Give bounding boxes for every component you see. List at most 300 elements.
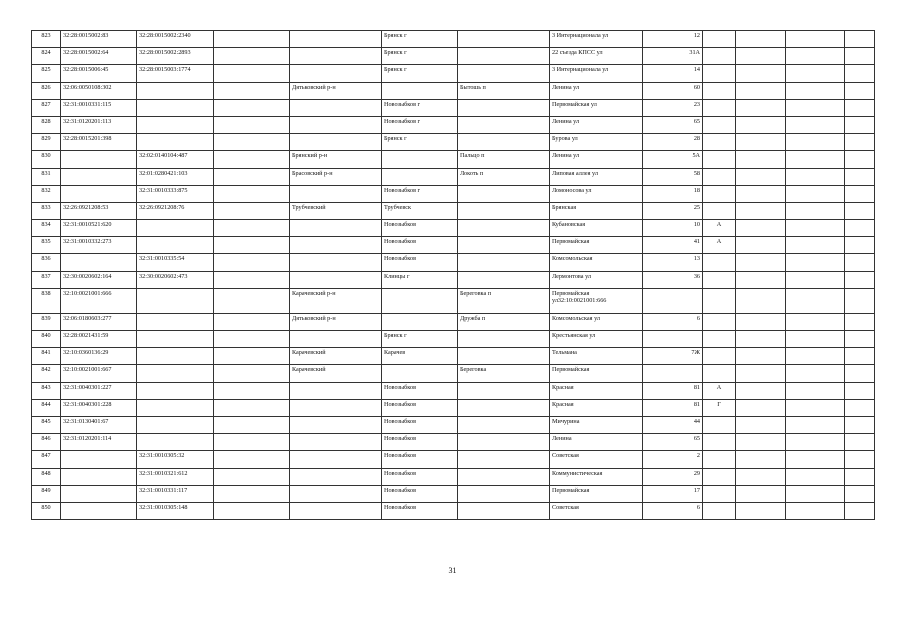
empty-cell [786, 116, 845, 133]
letter-cell [703, 116, 736, 133]
cadastral-number-cell: 32:10:0360136:29 [61, 348, 137, 365]
table-row [32, 434, 875, 451]
street-cell: Коммунистическая [550, 468, 643, 485]
cadastral-number-cell: 32:31:0120201:114 [61, 434, 137, 451]
empty-cell [786, 382, 845, 399]
row-number-cell: 844 [32, 399, 61, 416]
empty-cell [786, 151, 845, 168]
empty-cell [736, 31, 786, 48]
row-number-cell: 840 [32, 331, 61, 348]
empty-cell [214, 331, 290, 348]
empty-cell [736, 416, 786, 433]
empty-cell [845, 468, 875, 485]
cadastral-number-cell [61, 168, 137, 185]
empty-cell [214, 116, 290, 133]
empty-cell [736, 382, 786, 399]
cadastral-number-2-cell [137, 99, 214, 116]
city-cell: Клинцы г [382, 271, 458, 288]
cadastral-number-2-cell [137, 399, 214, 416]
district-cell [290, 468, 382, 485]
city-cell: Брянск г [382, 65, 458, 82]
cadastral-number-2-cell [137, 220, 214, 237]
empty-cell [845, 220, 875, 237]
settlement-cell [458, 48, 550, 65]
street-cell: Тельмана [550, 348, 643, 365]
district-cell: Карачевский р-н [290, 288, 382, 313]
empty-cell [845, 202, 875, 219]
empty-cell [736, 485, 786, 502]
settlement-cell [458, 331, 550, 348]
letter-cell [703, 485, 736, 502]
letter-cell [703, 271, 736, 288]
empty-cell [736, 348, 786, 365]
empty-cell [736, 237, 786, 254]
table-row [32, 331, 875, 348]
cadastral-number-cell [61, 185, 137, 202]
empty-cell [786, 331, 845, 348]
table-row [32, 134, 875, 151]
city-cell: Новозыбков [382, 468, 458, 485]
letter-cell [703, 348, 736, 365]
empty-cell [214, 416, 290, 433]
empty-cell [786, 348, 845, 365]
city-cell: Новозыбков г [382, 116, 458, 133]
settlement-cell [458, 99, 550, 116]
cadastral-number-2-cell [137, 348, 214, 365]
letter-cell [703, 168, 736, 185]
cadastral-number-2-cell [137, 288, 214, 313]
cadastral-number-cell [61, 502, 137, 519]
house-number-cell: 5А [643, 151, 703, 168]
street-cell: Красная [550, 399, 643, 416]
house-number-cell: 36 [643, 271, 703, 288]
settlement-cell [458, 134, 550, 151]
cadastral-number-2-cell: 32:28:0015002:2893 [137, 48, 214, 65]
house-number-cell: 29 [643, 468, 703, 485]
cadastral-number-2-cell: 32:31:0010331:117 [137, 485, 214, 502]
table-row [32, 237, 875, 254]
row-number-cell: 845 [32, 416, 61, 433]
empty-cell [786, 416, 845, 433]
table-row [32, 31, 875, 48]
empty-cell [214, 48, 290, 65]
letter-cell [703, 31, 736, 48]
letter-cell [703, 313, 736, 330]
street-cell: Лермонтова ул [550, 271, 643, 288]
cadastral-number-2-cell [137, 237, 214, 254]
street-cell: Мичурина [550, 416, 643, 433]
empty-cell [214, 382, 290, 399]
row-number-cell: 832 [32, 185, 61, 202]
street-cell: Брянская [550, 202, 643, 219]
empty-cell [786, 313, 845, 330]
empty-cell [736, 271, 786, 288]
empty-cell [736, 185, 786, 202]
house-number-cell: 17 [643, 485, 703, 502]
settlement-cell [458, 468, 550, 485]
empty-cell [214, 399, 290, 416]
street-cell: Советская [550, 451, 643, 468]
settlement-cell [458, 185, 550, 202]
empty-cell [845, 271, 875, 288]
cadastral-number-cell: 32:28:0021431:59 [61, 331, 137, 348]
settlement-cell [458, 116, 550, 133]
city-cell: Новозыбков [382, 220, 458, 237]
cadastral-number-cell: 32:28:0015201:398 [61, 134, 137, 151]
empty-cell [736, 134, 786, 151]
empty-cell [214, 434, 290, 451]
empty-cell [214, 202, 290, 219]
empty-cell [786, 288, 845, 313]
city-cell: Брянск г [382, 48, 458, 65]
street-cell: Первомайская [550, 485, 643, 502]
house-number-cell: 44 [643, 416, 703, 433]
cadastral-number-2-cell: 32:31:0010305:148 [137, 502, 214, 519]
cadastral-number-2-cell [137, 365, 214, 382]
empty-cell [845, 151, 875, 168]
letter-cell [703, 331, 736, 348]
house-number-cell: 18 [643, 185, 703, 202]
cadastral-number-cell: 32:28:0015002:83 [61, 31, 137, 48]
empty-cell [214, 485, 290, 502]
city-cell: Новозыбков [382, 254, 458, 271]
district-cell [290, 399, 382, 416]
empty-cell [214, 220, 290, 237]
street-cell: Первомайская ул [550, 99, 643, 116]
district-cell: Дятьковский р-н [290, 313, 382, 330]
empty-cell [786, 202, 845, 219]
empty-cell [736, 468, 786, 485]
empty-cell [214, 65, 290, 82]
cadastral-number-cell: 32:26:0921208:53 [61, 202, 137, 219]
row-number-cell: 829 [32, 134, 61, 151]
house-number-cell: 81 [643, 399, 703, 416]
empty-cell [736, 99, 786, 116]
cadastral-number-2-cell: 32:30:0020602:473 [137, 271, 214, 288]
letter-cell [703, 99, 736, 116]
cadastral-number-2-cell [137, 82, 214, 99]
district-cell: Трубчевский [290, 202, 382, 219]
row-number-cell: 848 [32, 468, 61, 485]
letter-cell [703, 434, 736, 451]
letter-cell [703, 468, 736, 485]
city-cell: Новозыбков [382, 416, 458, 433]
empty-cell [845, 116, 875, 133]
settlement-cell [458, 65, 550, 82]
empty-cell [736, 220, 786, 237]
empty-cell [845, 31, 875, 48]
empty-cell [786, 237, 845, 254]
empty-cell [736, 434, 786, 451]
row-number-cell: 826 [32, 82, 61, 99]
street-cell: Ленина ул [550, 82, 643, 99]
empty-cell [786, 468, 845, 485]
empty-cell [736, 502, 786, 519]
district-cell: Карачевский [290, 365, 382, 382]
house-number-cell: 10 [643, 220, 703, 237]
empty-cell [786, 502, 845, 519]
district-cell [290, 451, 382, 468]
table-row [32, 382, 875, 399]
letter-cell [703, 48, 736, 65]
settlement-cell [458, 502, 550, 519]
cadastral-number-cell [61, 485, 137, 502]
street-cell: Комсомольская ул [550, 313, 643, 330]
house-number-cell: 13 [643, 254, 703, 271]
settlement-cell [458, 271, 550, 288]
letter-cell [703, 254, 736, 271]
empty-cell [736, 451, 786, 468]
empty-cell [214, 82, 290, 99]
empty-cell [214, 348, 290, 365]
city-cell: Новозыбков г [382, 99, 458, 116]
empty-cell [845, 48, 875, 65]
table-row [32, 416, 875, 433]
cadastral-number-2-cell [137, 331, 214, 348]
empty-cell [214, 151, 290, 168]
empty-cell [845, 451, 875, 468]
district-cell [290, 485, 382, 502]
settlement-cell [458, 254, 550, 271]
house-number-cell: 6 [643, 313, 703, 330]
cadastral-number-2-cell: 32:31:0010333:875 [137, 185, 214, 202]
row-number-cell: 831 [32, 168, 61, 185]
row-number-cell: 825 [32, 65, 61, 82]
empty-cell [845, 399, 875, 416]
cadastral-number-2-cell [137, 134, 214, 151]
letter-cell [703, 202, 736, 219]
street-cell: Первомайская [550, 237, 643, 254]
cadastral-number-2-cell: 32:02:0140104:487 [137, 151, 214, 168]
empty-cell [845, 65, 875, 82]
district-cell [290, 116, 382, 133]
empty-cell [736, 313, 786, 330]
district-cell [290, 331, 382, 348]
settlement-cell [458, 237, 550, 254]
cadastral-number-2-cell [137, 382, 214, 399]
empty-cell [786, 82, 845, 99]
city-cell: Карачев [382, 348, 458, 365]
document-sheet [31, 30, 874, 520]
house-number-cell: 7Ж [643, 348, 703, 365]
house-number-cell [643, 288, 703, 313]
cadastral-number-2-cell: 32:01:0280421:103 [137, 168, 214, 185]
settlement-cell [458, 416, 550, 433]
empty-cell [736, 48, 786, 65]
row-number-cell: 846 [32, 434, 61, 451]
empty-cell [736, 82, 786, 99]
row-number-cell: 841 [32, 348, 61, 365]
house-number-cell: 65 [643, 434, 703, 451]
settlement-cell [458, 382, 550, 399]
empty-cell [845, 168, 875, 185]
street-cell: Ленина ул [550, 116, 643, 133]
letter-cell: А [703, 382, 736, 399]
empty-cell [214, 313, 290, 330]
house-number-cell: 65 [643, 116, 703, 133]
settlement-cell: Береговка п [458, 288, 550, 313]
cadastral-number-cell: 32:28:0015002:64 [61, 48, 137, 65]
street-cell: Первомайская [550, 365, 643, 382]
empty-cell [786, 185, 845, 202]
table-row [32, 65, 875, 82]
settlement-cell [458, 434, 550, 451]
letter-cell [703, 365, 736, 382]
empty-cell [786, 399, 845, 416]
street-cell: Крестьянская ул [550, 331, 643, 348]
table-row [32, 254, 875, 271]
cadastral-number-cell: 32:31:0130401:67 [61, 416, 137, 433]
cadastral-number-cell: 32:10:0021001:667 [61, 365, 137, 382]
street-cell: Липовая аллея ул [550, 168, 643, 185]
house-number-cell: 23 [643, 99, 703, 116]
cadastral-number-cell: 32:31:0120201:113 [61, 116, 137, 133]
settlement-cell [458, 31, 550, 48]
cadastral-number-2-cell: 32:31:0010321:612 [137, 468, 214, 485]
city-cell [382, 151, 458, 168]
empty-cell [786, 434, 845, 451]
cadastral-number-2-cell [137, 116, 214, 133]
district-cell: Дятьковский р-н [290, 82, 382, 99]
city-cell: Новозыбков [382, 382, 458, 399]
empty-cell [736, 202, 786, 219]
cadastral-number-2-cell [137, 313, 214, 330]
row-number-cell: 836 [32, 254, 61, 271]
street-cell: 3 Интернационала ул [550, 65, 643, 82]
letter-cell: А [703, 237, 736, 254]
cadastral-number-cell: 32:28:0015006:45 [61, 65, 137, 82]
table-row [32, 99, 875, 116]
empty-cell [736, 168, 786, 185]
house-number-cell: 41 [643, 237, 703, 254]
house-number-cell: 28 [643, 134, 703, 151]
cadastral-number-cell: 32:31:0040301:227 [61, 382, 137, 399]
street-cell: Советская [550, 502, 643, 519]
city-cell: Новозыбков [382, 451, 458, 468]
empty-cell [736, 399, 786, 416]
cadastral-number-2-cell: 32:28:0015002:2340 [137, 31, 214, 48]
district-cell: Карачевский [290, 348, 382, 365]
table-row [32, 468, 875, 485]
district-cell [290, 220, 382, 237]
empty-cell [736, 365, 786, 382]
table-row [32, 288, 875, 313]
empty-cell [786, 31, 845, 48]
house-number-cell: 25 [643, 202, 703, 219]
row-number-cell: 837 [32, 271, 61, 288]
cadastral-number-cell: 32:06:0180603:277 [61, 313, 137, 330]
table-body [32, 31, 875, 520]
empty-cell [845, 365, 875, 382]
row-number-cell: 834 [32, 220, 61, 237]
page-number: 31 [448, 566, 457, 575]
settlement-cell [458, 451, 550, 468]
table-row [32, 313, 875, 330]
city-cell: Брянск г [382, 31, 458, 48]
property-table [31, 30, 875, 520]
street-cell: Комсомольская [550, 254, 643, 271]
city-cell: Новозыбков [382, 485, 458, 502]
row-number-cell: 843 [32, 382, 61, 399]
table-row [32, 271, 875, 288]
empty-cell [214, 288, 290, 313]
empty-cell [736, 288, 786, 313]
letter-cell [703, 416, 736, 433]
city-cell: Брянск г [382, 331, 458, 348]
letter-cell: А [703, 220, 736, 237]
district-cell [290, 48, 382, 65]
empty-cell [845, 382, 875, 399]
row-number-cell: 827 [32, 99, 61, 116]
city-cell [382, 168, 458, 185]
cadastral-number-cell [61, 451, 137, 468]
table-row [32, 220, 875, 237]
empty-cell [214, 99, 290, 116]
empty-cell [786, 365, 845, 382]
house-number-cell: 12 [643, 31, 703, 48]
settlement-cell: Пальцо п [458, 151, 550, 168]
settlement-cell: Бытошь п [458, 82, 550, 99]
empty-cell [214, 271, 290, 288]
empty-cell [214, 134, 290, 151]
house-number-cell: 14 [643, 65, 703, 82]
empty-cell [786, 254, 845, 271]
row-number-cell: 833 [32, 202, 61, 219]
cadastral-number-2-cell: 32:31:0010305:32 [137, 451, 214, 468]
cadastral-number-2-cell: 32:28:0015003:1774 [137, 65, 214, 82]
street-cell: Ленина [550, 434, 643, 451]
district-cell [290, 434, 382, 451]
letter-cell [703, 151, 736, 168]
house-number-cell: 31А [643, 48, 703, 65]
table-row [32, 185, 875, 202]
cadastral-number-2-cell [137, 434, 214, 451]
table-row [32, 151, 875, 168]
row-number-cell: 838 [32, 288, 61, 313]
house-number-cell: 6 [643, 502, 703, 519]
district-cell [290, 99, 382, 116]
empty-cell [214, 365, 290, 382]
empty-cell [736, 151, 786, 168]
empty-cell [845, 313, 875, 330]
table-row [32, 48, 875, 65]
cadastral-number-cell: 32:30:0020602:164 [61, 271, 137, 288]
table-row [32, 348, 875, 365]
row-number-cell: 842 [32, 365, 61, 382]
table-row [32, 365, 875, 382]
settlement-cell: Дружба п [458, 313, 550, 330]
street-cell: Красная [550, 382, 643, 399]
cadastral-number-cell: 32:31:0010331:115 [61, 99, 137, 116]
empty-cell [214, 502, 290, 519]
empty-cell [845, 331, 875, 348]
settlement-cell [458, 399, 550, 416]
empty-cell [786, 271, 845, 288]
cadastral-number-2-cell: 32:26:0921208:76 [137, 202, 214, 219]
district-cell [290, 237, 382, 254]
empty-cell [736, 65, 786, 82]
empty-cell [845, 237, 875, 254]
empty-cell [214, 254, 290, 271]
city-cell: Новозыбков [382, 502, 458, 519]
table-row [32, 202, 875, 219]
district-cell [290, 31, 382, 48]
table-row [32, 399, 875, 416]
district-cell [290, 65, 382, 82]
cadastral-number-cell: 32:10:0021001:666 [61, 288, 137, 313]
table-row [32, 116, 875, 133]
empty-cell [845, 502, 875, 519]
